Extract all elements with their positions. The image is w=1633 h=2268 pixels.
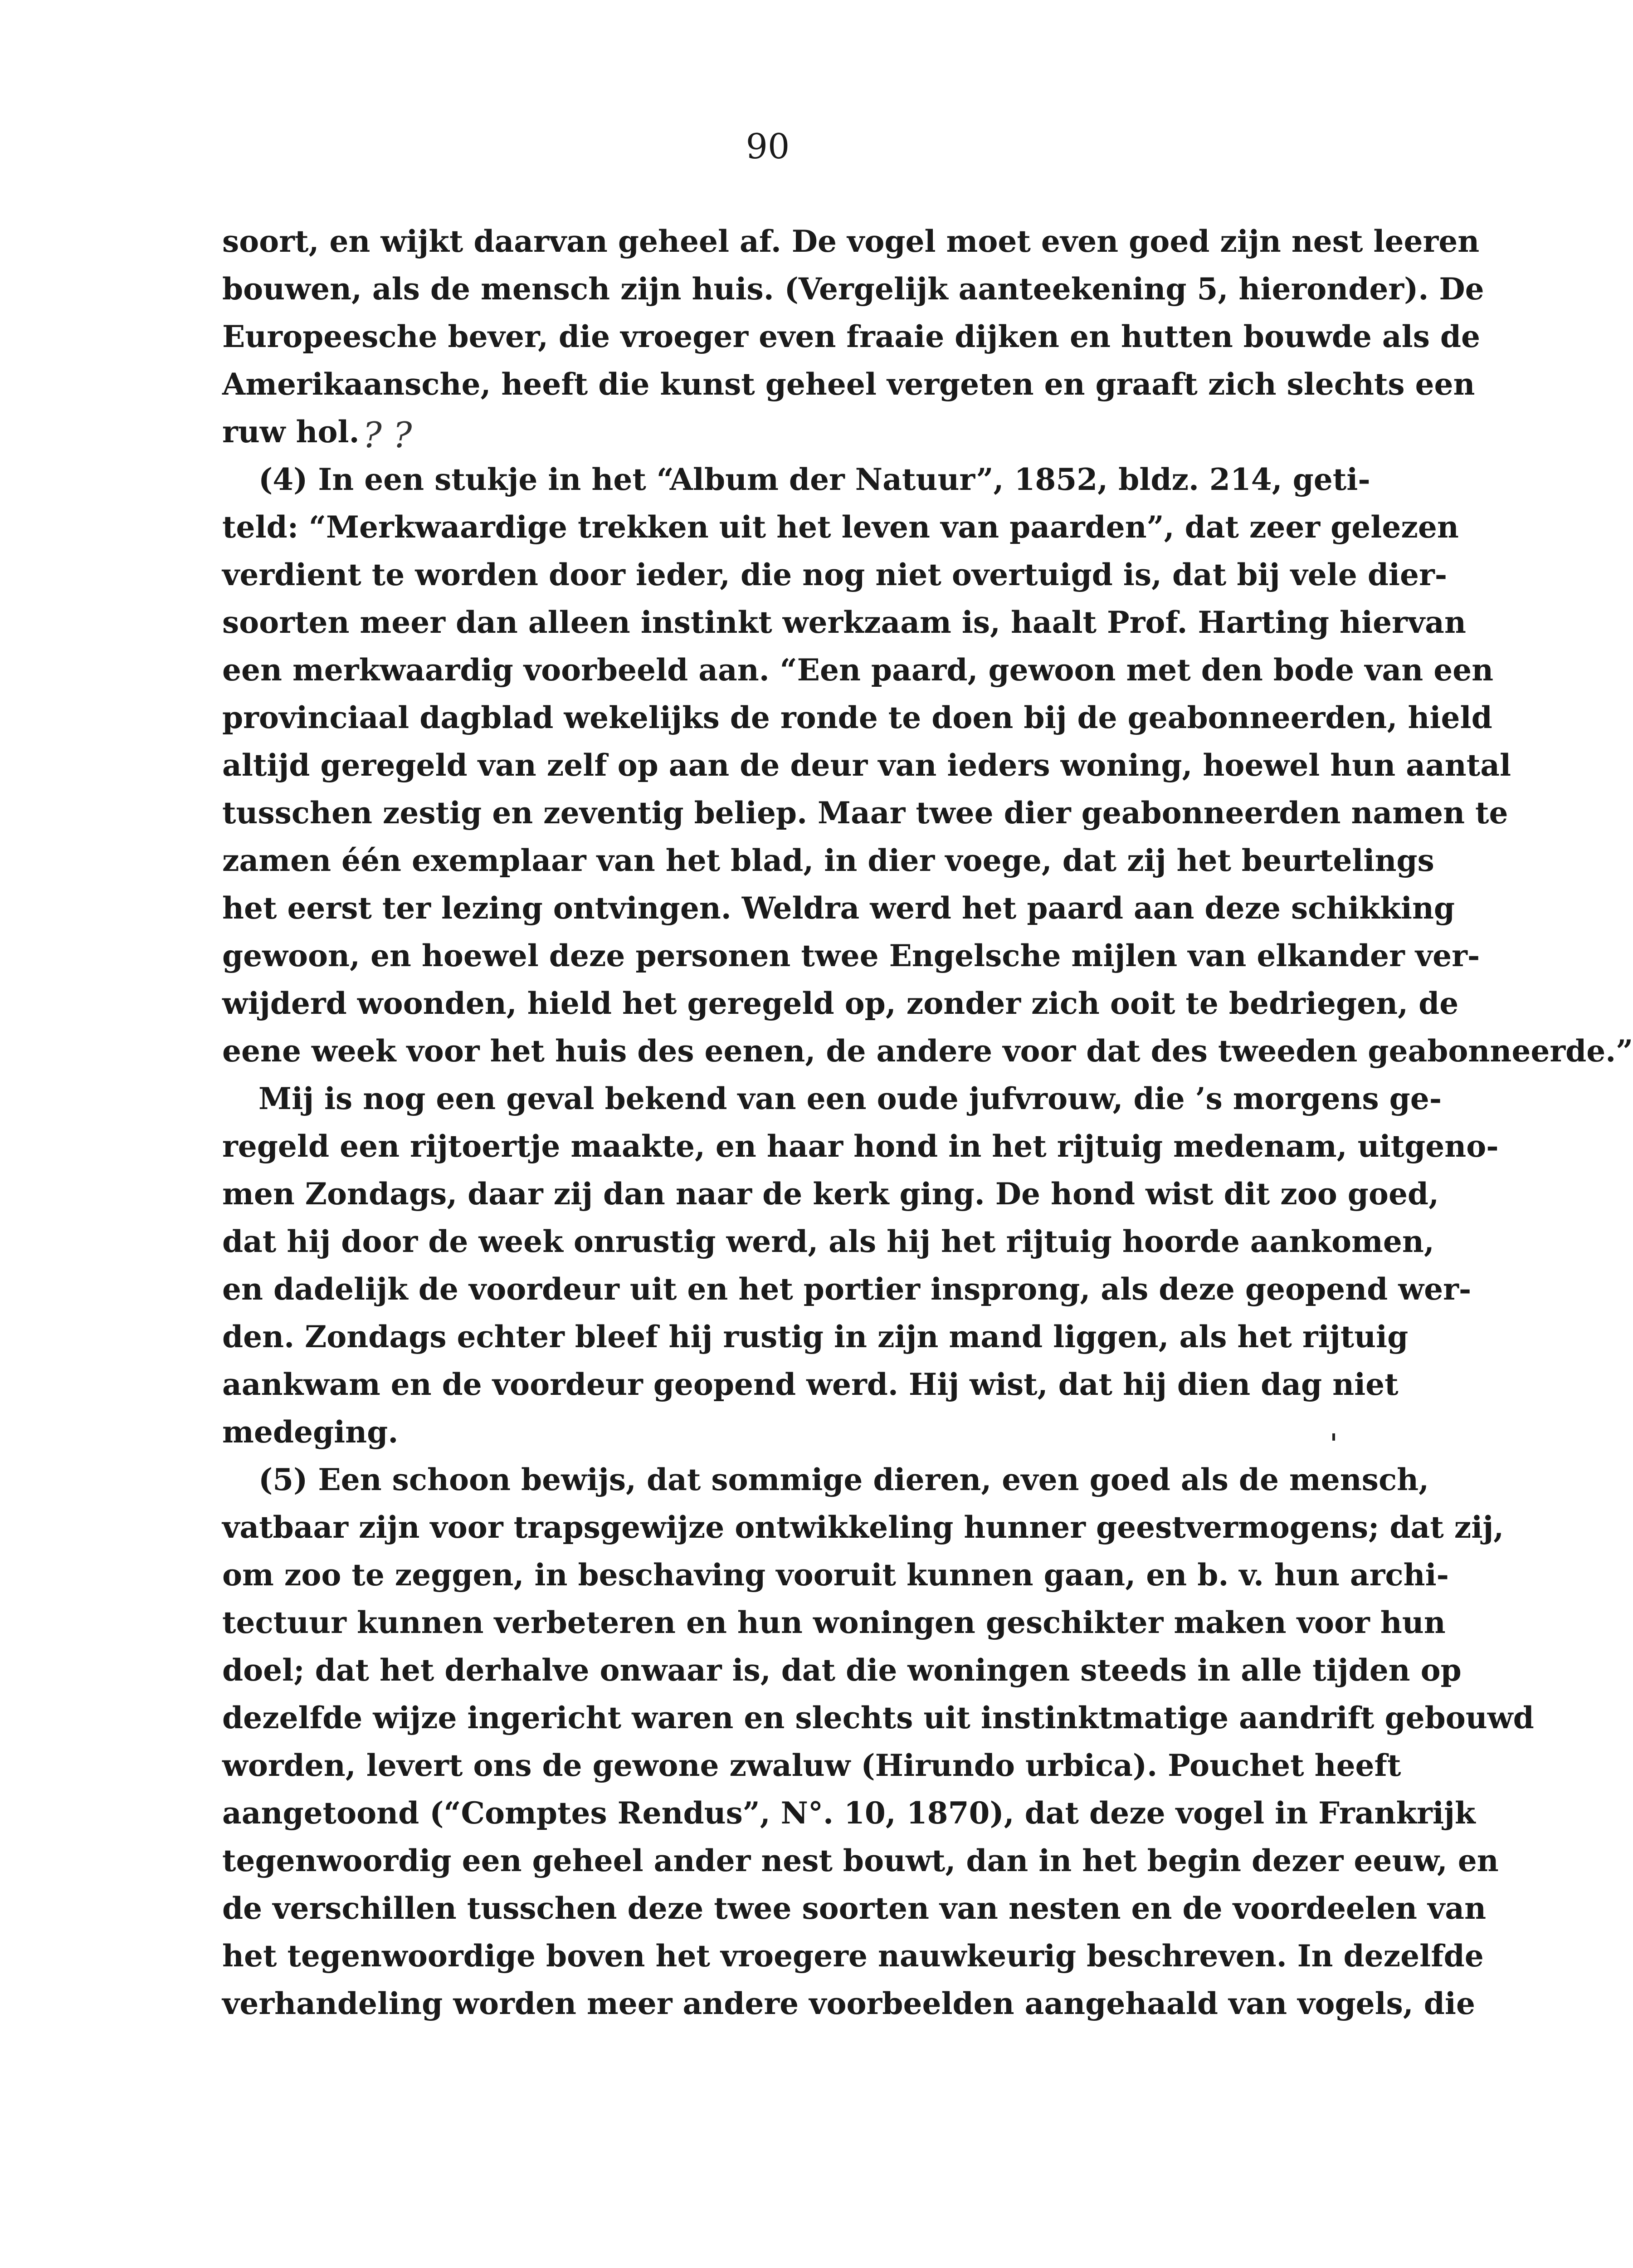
text-line: het tegenwoordige boven het vroegere nauwkeurig beschreven. In dezelfde bbox=[222, 1938, 1484, 1974]
text-line: Europeesche bever, die vroeger even fraaie dijken en hutten bouwde als de bbox=[222, 319, 1480, 354]
text-line: teld: “Merkwaardige trekken uit het leven van paarden”, dat zeer gelezen bbox=[222, 509, 1459, 545]
text-line: worden, levert ons de gewone zwaluw (Hirundo urbica). Pouchet heeft bbox=[222, 1748, 1401, 1783]
text-line: vatbaar zijn voor trapsgewijze ontwikkeling hunner geestvermogens; dat zij, bbox=[222, 1510, 1504, 1545]
text-line: wijderd woonden, hield het geregeld op, zonder zich ooit te bedriegen, de bbox=[222, 986, 1459, 1021]
text-line: tusschen zestig en zeventig beliep. Maar twee dier geabonneerden namen te bbox=[222, 795, 1508, 831]
stray-ink-mark bbox=[1332, 1433, 1335, 1441]
handwritten-question-marks-annotation: ? ? bbox=[363, 415, 412, 456]
text-line: men Zondags, daar zij dan naar de kerk ging. De hond wist dit zoo goed, bbox=[222, 1176, 1439, 1212]
text-line: doel; dat het derhalve onwaar is, dat die woningen steeds in alle tijden op bbox=[222, 1652, 1462, 1688]
text-line: den. Zondags echter bleef hij rustig in zijn mand liggen, als het rijtuig bbox=[222, 1319, 1409, 1354]
text-line: om zoo te zeggen, in beschaving vooruit kunnen gaan, en b. v. hun archi- bbox=[222, 1557, 1449, 1593]
text-line: soorten meer dan alleen instinkt werkzaam is, haalt Prof. Harting hiervan bbox=[222, 605, 1466, 640]
text-line: provinciaal dagblad wekelijks de ronde te doen bij de geabonneerden, hield bbox=[222, 700, 1492, 735]
text-line: een merkwaardig voorbeeld aan. “Een paard, gewoon met den bode van een bbox=[222, 652, 1494, 688]
text-line: het eerst ter lezing ontvingen. Weldra werd het paard aan deze schikking bbox=[222, 890, 1455, 926]
text-line: tectuur kunnen verbeteren en hun woningen geschikter maken voor hun bbox=[222, 1605, 1446, 1640]
text-line: aangetoond (“Comptes Rendus”, N°. 10, 1870), dat deze vogel in Frankrijk bbox=[222, 1795, 1476, 1831]
text-line: altijd geregeld van zelf op aan de deur van ieders woning, hoewel hun aantal bbox=[222, 748, 1511, 783]
text-line: verdient te worden door ieder, die nog niet overtuigd is, dat bij vele dier- bbox=[222, 557, 1448, 592]
text-line: Amerikaansche, heeft die kunst geheel vergeten en graaft zich slechts een bbox=[222, 367, 1475, 402]
text-line: zamen één exemplaar van het blad, in dier voege, dat zij het beurtelings bbox=[222, 843, 1434, 878]
text-line: (4) In een stukje in het “Album der Natuur”, 1852, bldz. 214, geti- bbox=[258, 462, 1370, 497]
body-text bbox=[222, 218, 1633, 2028]
text-line: dat hij door de week onrustig werd, als hij het rijtuig hoorde aankomen, bbox=[222, 1224, 1434, 1259]
text-line: aankwam en de voordeur geopend werd. Hij wist, dat hij dien dag niet bbox=[222, 1367, 1399, 1402]
text-line: ruw hol. bbox=[222, 414, 360, 450]
text-line: regeld een rijtoertje maakte, en haar hond in het rijtuig medenam, uitgeno- bbox=[222, 1129, 1499, 1164]
text-line: tegenwoordig een geheel ander nest bouwt, dan in het begin dezer eeuw, en bbox=[222, 1843, 1499, 1878]
text-line: (5) Een schoon bewijs, dat sommige dieren, even goed als de mensch, bbox=[258, 1462, 1429, 1497]
text-line: dezelfde wijze ingericht waren en slechts uit instinktmatige aandrift gebouwd bbox=[222, 1700, 1534, 1735]
text-line: en dadelijk de voordeur uit en het portier insprong, als deze geopend wer- bbox=[222, 1271, 1472, 1307]
page-number: 90 bbox=[746, 126, 790, 166]
text-line: eene week voor het huis des eenen, de andere voor dat des tweeden geabonneerde.” bbox=[222, 1033, 1633, 1069]
text-line: de verschillen tusschen deze twee soorten van nesten en de voordeelen van bbox=[222, 1891, 1487, 1926]
text-line: gewoon, en hoewel deze personen twee Engelsche mijlen van elkander ver- bbox=[222, 938, 1480, 973]
text-line: soort, en wijkt daarvan geheel af. De vogel moet even goed zijn nest leeren bbox=[222, 224, 1480, 259]
text-line: medeging. bbox=[222, 1414, 399, 1450]
text-line: bouwen, als de mensch zijn huis. (Vergelijk aanteekening 5, hieronder). De bbox=[222, 271, 1484, 307]
text-line: verhandeling worden meer andere voorbeelden aangehaald van vogels, die bbox=[222, 1986, 1475, 2021]
text-line: Mij is nog een geval bekend van een oude jufvrouw, die ’s morgens ge- bbox=[258, 1081, 1442, 1116]
